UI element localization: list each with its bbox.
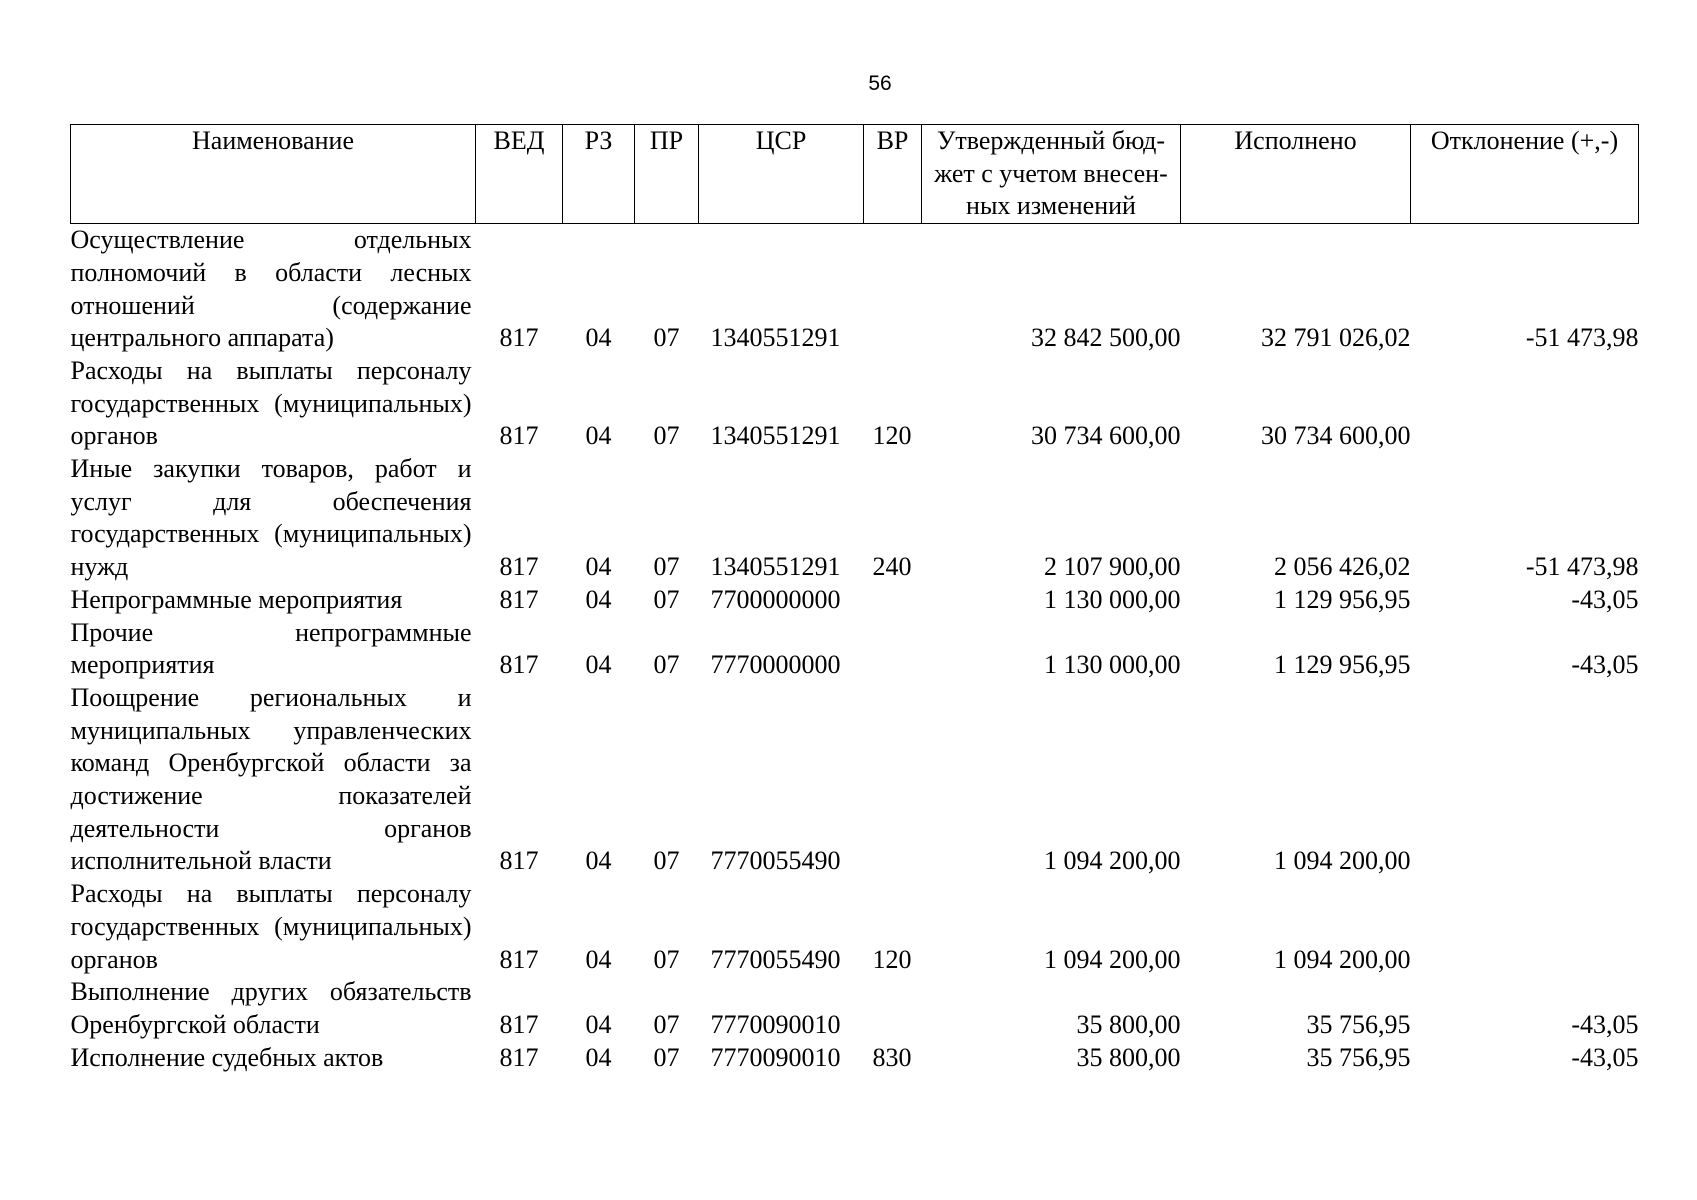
row-deviation: -43,05 — [1571, 650, 1639, 680]
row-csr: 7770090010 — [710, 1042, 841, 1072]
row-executed: 1 094 200,00 — [1274, 846, 1411, 876]
row-name: Непрограммные мероприятия — [70, 584, 403, 614]
row-rz: 04 — [585, 323, 612, 353]
header-vr: ВР — [864, 125, 922, 224]
row-executed: 1 129 956,95 — [1274, 650, 1411, 680]
row-ved: 817 — [499, 552, 539, 582]
row-ved: 817 — [499, 944, 539, 974]
row-executed: 2 056 426,02 — [1274, 552, 1411, 582]
row-deviation: -43,05 — [1571, 1009, 1639, 1039]
header-deviation: Отклонение (+,-) — [1411, 125, 1639, 224]
table-row — [71, 682, 1639, 878]
row-name: Поощрение региональных и муниципальных управленческих команд Оренбургской области за достижение показателей деятельности органов исполнительной власти — [70, 682, 472, 876]
row-ved: 817 — [499, 584, 539, 614]
row-vr — [864, 584, 922, 617]
header-pr: ПР — [635, 125, 699, 224]
row-vr: 830 — [872, 1042, 912, 1072]
row-approved: 2 107 900,00 — [1044, 552, 1181, 582]
row-vr — [864, 976, 922, 1041]
row-vr: 120 — [872, 421, 912, 451]
row-vr — [864, 224, 922, 355]
table-row — [71, 878, 1639, 976]
row-approved: 1 130 000,00 — [1044, 584, 1181, 614]
row-rz: 04 — [585, 421, 612, 451]
row-pr: 07 — [653, 1042, 680, 1072]
row-pr: 07 — [653, 584, 680, 614]
row-ved: 817 — [499, 421, 539, 451]
row-csr: 7700000000 — [710, 584, 841, 614]
row-pr: 07 — [653, 846, 680, 876]
row-csr: 7770055490 — [710, 846, 841, 876]
row-name: Иные закупки товаров, работ и услуг для обеспечения государственных (муниципальных) нужд — [70, 454, 472, 582]
row-deviation: -51 473,98 — [1525, 552, 1639, 582]
row-executed: 32 791 026,02 — [1261, 323, 1411, 353]
row-approved: 30 734 600,00 — [1031, 421, 1181, 451]
row-pr: 07 — [653, 650, 680, 680]
row-deviation: -51 473,98 — [1525, 323, 1639, 353]
row-ved: 817 — [499, 323, 539, 353]
header-name: Наименование — [71, 125, 476, 224]
row-executed: 1 129 956,95 — [1274, 584, 1411, 614]
row-vr: 120 — [872, 944, 912, 974]
row-executed: 1 094 200,00 — [1274, 944, 1411, 974]
row-pr: 07 — [653, 421, 680, 451]
row-pr: 07 — [653, 944, 680, 974]
table-row — [71, 453, 1639, 584]
row-name: Исполнение судебных актов — [70, 1042, 384, 1072]
row-pr: 07 — [653, 1009, 680, 1039]
row-name: Расходы на выплаты персоналу государственных (муниципальных) органов — [70, 879, 472, 974]
header-rz: РЗ — [563, 125, 635, 224]
row-approved: 35 800,00 — [1076, 1009, 1181, 1039]
row-pr: 07 — [653, 552, 680, 582]
row-executed: 30 734 600,00 — [1261, 421, 1411, 451]
row-rz: 04 — [585, 1042, 612, 1072]
row-name: Расходы на выплаты персоналу государственных (муниципальных) органов — [70, 355, 472, 451]
row-vr: 240 — [872, 552, 912, 582]
row-vr — [864, 617, 922, 682]
header-csr: ЦСР — [699, 125, 864, 224]
row-csr: 1340551291 — [710, 552, 841, 582]
row-pr: 07 — [653, 323, 680, 353]
row-ved: 817 — [499, 650, 539, 680]
row-csr: 1340551291 — [710, 323, 841, 353]
row-rz: 04 — [585, 846, 612, 876]
row-approved: 1 130 000,00 — [1044, 650, 1181, 680]
table-row — [71, 584, 1639, 617]
budget-execution-table — [70, 124, 1639, 1074]
row-rz: 04 — [585, 1009, 612, 1039]
row-name: Выполнение других обязательств Оренбургской области — [70, 977, 472, 1039]
row-csr: 7770055490 — [710, 944, 841, 974]
row-approved: 1 094 200,00 — [1044, 846, 1181, 876]
row-name: Осуществление отдельных полномочий в области лесных отношений (содержание центрального аппарата) — [70, 225, 472, 353]
row-rz: 04 — [585, 650, 612, 680]
row-deviation: -43,05 — [1571, 584, 1639, 614]
table-row — [71, 617, 1639, 682]
row-rz: 04 — [585, 944, 612, 974]
row-csr: 1340551291 — [710, 421, 841, 451]
row-ved: 817 — [499, 846, 539, 876]
row-deviation — [1411, 355, 1639, 453]
row-csr: 7770000000 — [710, 650, 841, 680]
row-deviation — [1411, 878, 1639, 976]
row-vr — [864, 682, 922, 878]
row-approved: 32 842 500,00 — [1031, 323, 1181, 353]
row-executed: 35 756,95 — [1306, 1009, 1411, 1039]
table-row — [71, 355, 1639, 453]
header-executed: Исполнено — [1181, 125, 1411, 224]
row-rz: 04 — [585, 552, 612, 582]
table-row — [71, 1042, 1639, 1075]
row-csr: 7770090010 — [710, 1009, 841, 1039]
row-approved: 35 800,00 — [1076, 1042, 1181, 1072]
table-row — [71, 976, 1639, 1041]
row-executed: 35 756,95 — [1306, 1042, 1411, 1072]
table-header-row — [71, 125, 1639, 224]
page-number: 56 — [868, 72, 892, 95]
header-ved: ВЕД — [476, 125, 563, 224]
row-deviation: -43,05 — [1571, 1042, 1639, 1072]
row-ved: 817 — [499, 1042, 539, 1072]
row-approved: 1 094 200,00 — [1044, 944, 1181, 974]
row-name: Прочие непрограммные мероприятия — [70, 617, 472, 680]
row-rz: 04 — [585, 584, 612, 614]
row-ved: 817 — [499, 1009, 539, 1039]
table-row — [71, 224, 1639, 355]
header-approved-budget: Утвержденный бюд-жет с учетом внесен-ных изменений — [922, 125, 1181, 224]
row-deviation — [1411, 682, 1639, 878]
table-body — [71, 224, 1639, 1075]
